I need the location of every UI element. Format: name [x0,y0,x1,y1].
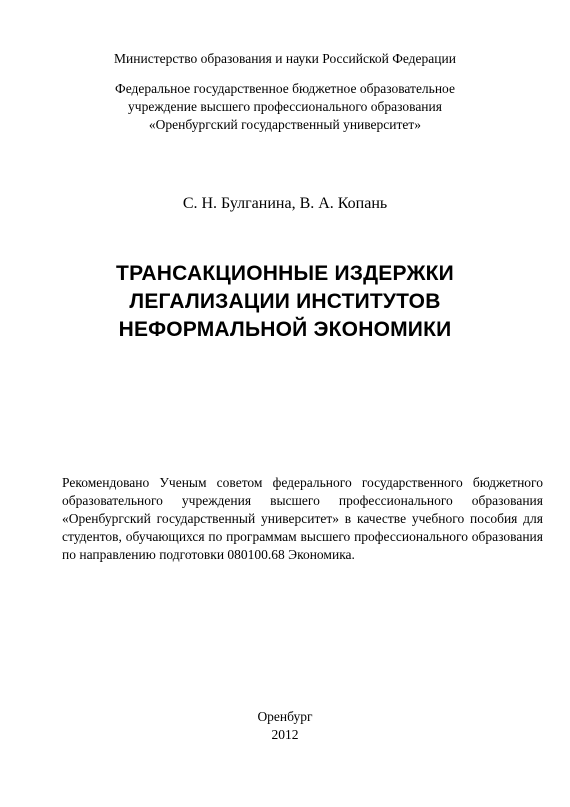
book-title [0,260,570,344]
recommendation-line: «Оренбургский государственный университет» в качестве учебного пособия для [62,511,543,526]
publication-city: Оренбург [257,709,313,724]
recommendation-paragraph [62,474,543,564]
authors: С. Н. Булганина, В. А. Копань [182,195,388,212]
publication-year: 2012 [271,727,299,742]
ministry-line: Министерство образования и науки Российской Федерации [114,51,456,66]
institution-line: «Оренбургский государственный университет» [148,117,422,132]
title-line: НЕФОРМАЛЬНОЙ ЭКОНОМИКИ [118,318,452,341]
institution-line: Федеральное государственное бюджетное образовательное [115,81,455,96]
recommendation-line: по направлению подготовки 080100.68 Экономика. [62,547,355,562]
recommendation-line: образовательного учреждения высшего профессионального образования [62,493,543,508]
recommendation-line: студентов, обучающихся по программам высшего профессионального образования [62,529,543,544]
title-line: ЛЕГАЛИЗАЦИИ ИНСТИТУТОВ [129,290,441,313]
recommendation-line: Рекомендовано Ученым советом федерального государственного бюджетного [62,475,543,490]
institution-block [0,80,570,134]
title-line: ТРАНСАКЦИОННЫЕ ИЗДЕРЖКИ [116,262,454,285]
institution-line: учреждение высшего профессионального образования [128,99,442,114]
